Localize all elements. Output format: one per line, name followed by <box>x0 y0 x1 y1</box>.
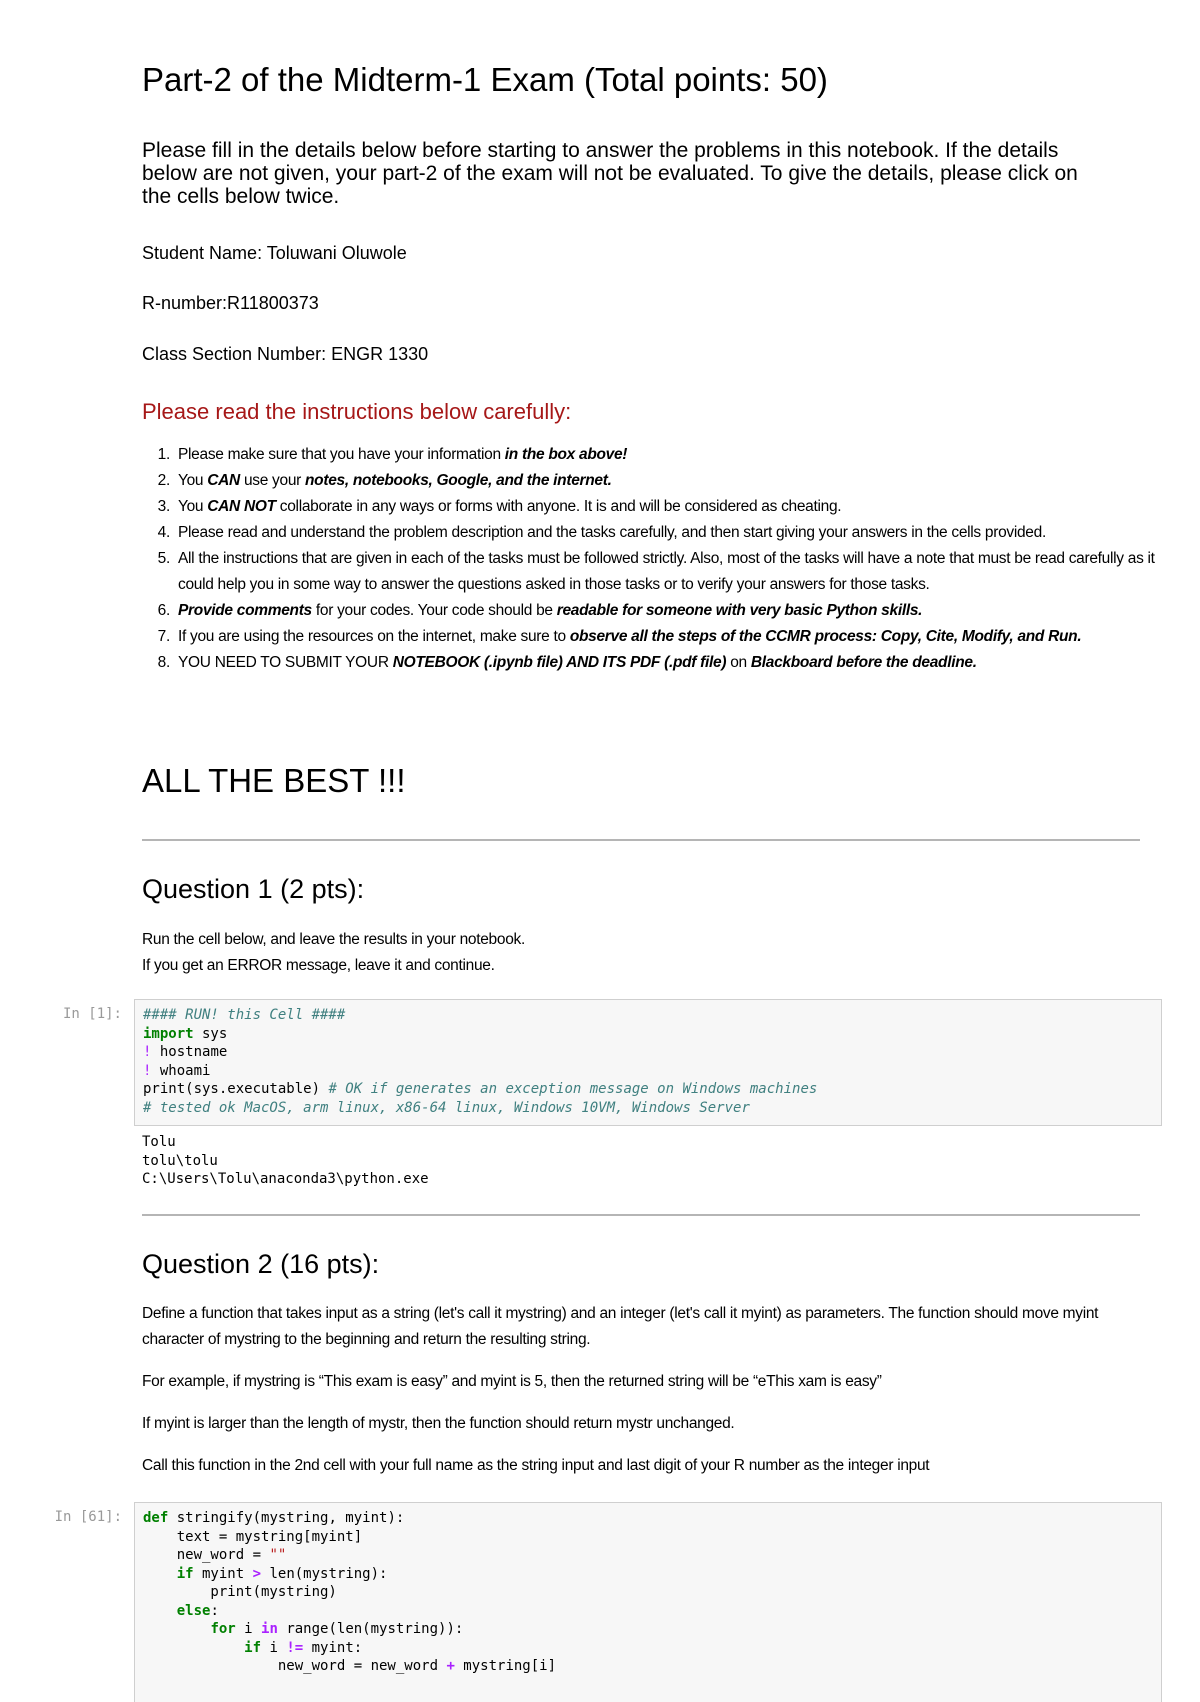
output-line: tolu\tolu <box>142 1152 218 1169</box>
intro-text: Please fill in the details below before starting to answer the problems in this notebook. If the details below are not given, your part-2 of the exam will not be evaluated. To give the details, please click on the cells below twice. <box>142 139 1078 208</box>
instruction-3: 3. You CAN NOT collaborate in any ways or forms with anyone. It is and will be considered as cheating. <box>174 494 1174 520</box>
instruction-6: 6. Provide comments for your codes. Your code should be readable for someone with very basic Python skills. <box>174 598 1174 624</box>
instruction-7: 7. If you are using the resources on the internet, make sure to observe all the steps of the CCMR process: Copy, Cite, Modify, and Run. <box>174 624 1174 650</box>
r-number: R-number:R11800373 <box>142 293 319 313</box>
output-line: C:\Users\Tolu\anaconda3\python.exe <box>142 1171 429 1187</box>
question-2-title: Question 2 (16 pts): <box>142 1249 380 1279</box>
code-cell-q1[interactable]: #### RUN! this Cell #### import sys ! hostname ! whoami print(sys.executable) # OK if generates an exception message on Windows machines # tested ok MacOS, arm linux, x86-64 linux, Windows 10VM, Windows Server <box>134 999 1162 1126</box>
question-1-desc-2: If you get an ERROR message, leave it and continue. <box>142 957 495 974</box>
output-line: Tolu <box>142 1134 176 1150</box>
question-2-desc-2: For example, if mystring is “This exam is easy” and myint is 5, then the returned string will be “eThis xam is easy” <box>142 1373 882 1390</box>
instruction-5: 5. All the instructions that are given in each of the tasks must be followed strictly. Also, most of the tasks will have a note that must be read carefully as it could help you in some way to answer the questions asked in those tasks or to verify your answers for those tasks. <box>174 546 1174 598</box>
instruction-1: 1. Please make sure that you have your information in the box above! <box>174 442 1174 468</box>
question-2-desc-4: Call this function in the 2nd cell with your full name as the string input and last digit of your R number as the integer input <box>142 1457 930 1474</box>
instructions-heading: Please read the instructions below carefully: <box>142 399 572 424</box>
instruction-2: 2. You CAN use your notes, notebooks, Google, and the internet. <box>174 468 1174 494</box>
instruction-8: 8. YOU NEED TO SUBMIT YOUR NOTEBOOK (.ipynb file) AND ITS PDF (.pdf file) on Blackboard before the deadline. <box>174 650 1174 676</box>
instruction-4: 4. Please read and understand the problem description and the tasks carefully, and then start giving your answers in the cells provided. <box>174 520 1174 546</box>
divider <box>142 1214 1140 1216</box>
instructions-list <box>142 442 1174 676</box>
all-the-best-heading: ALL THE BEST !!! <box>142 762 406 799</box>
divider <box>142 839 1140 841</box>
cell-prompt-q1: In [1]: <box>62 1006 122 1022</box>
question-2-desc-3: If myint is larger than the length of mystr, then the function should return mystr unchanged. <box>142 1415 735 1432</box>
question-2-desc-1: Define a function that takes input as a string (let's call it mystring) and an integer (let's call it myint) as parameters. The function should move myint character of mystring to the beginning and return the resulting string. <box>142 1305 1099 1348</box>
output-q1 <box>142 1133 429 1189</box>
code-cell-q2[interactable]: def stringify(mystring, myint): text = mystring[myint] new_word = "" if myint > len(mystring): print(mystring) else: for i in range(len(mystring)): if i != myint: new_word = new_word + mystring[i] <box>134 1502 1162 1702</box>
question-1-title: Question 1 (2 pts): <box>142 874 365 904</box>
page-title: Part-2 of the Midterm-1 Exam (Total points: 50) <box>142 61 828 98</box>
question-1-desc-1: Run the cell below, and leave the results in your notebook. <box>142 931 525 948</box>
student-name: Student Name: Toluwani Oluwole <box>142 243 407 263</box>
class-section: Class Section Number: ENGR 1330 <box>142 344 429 364</box>
cell-prompt-q2: In [61]: <box>54 1509 122 1525</box>
